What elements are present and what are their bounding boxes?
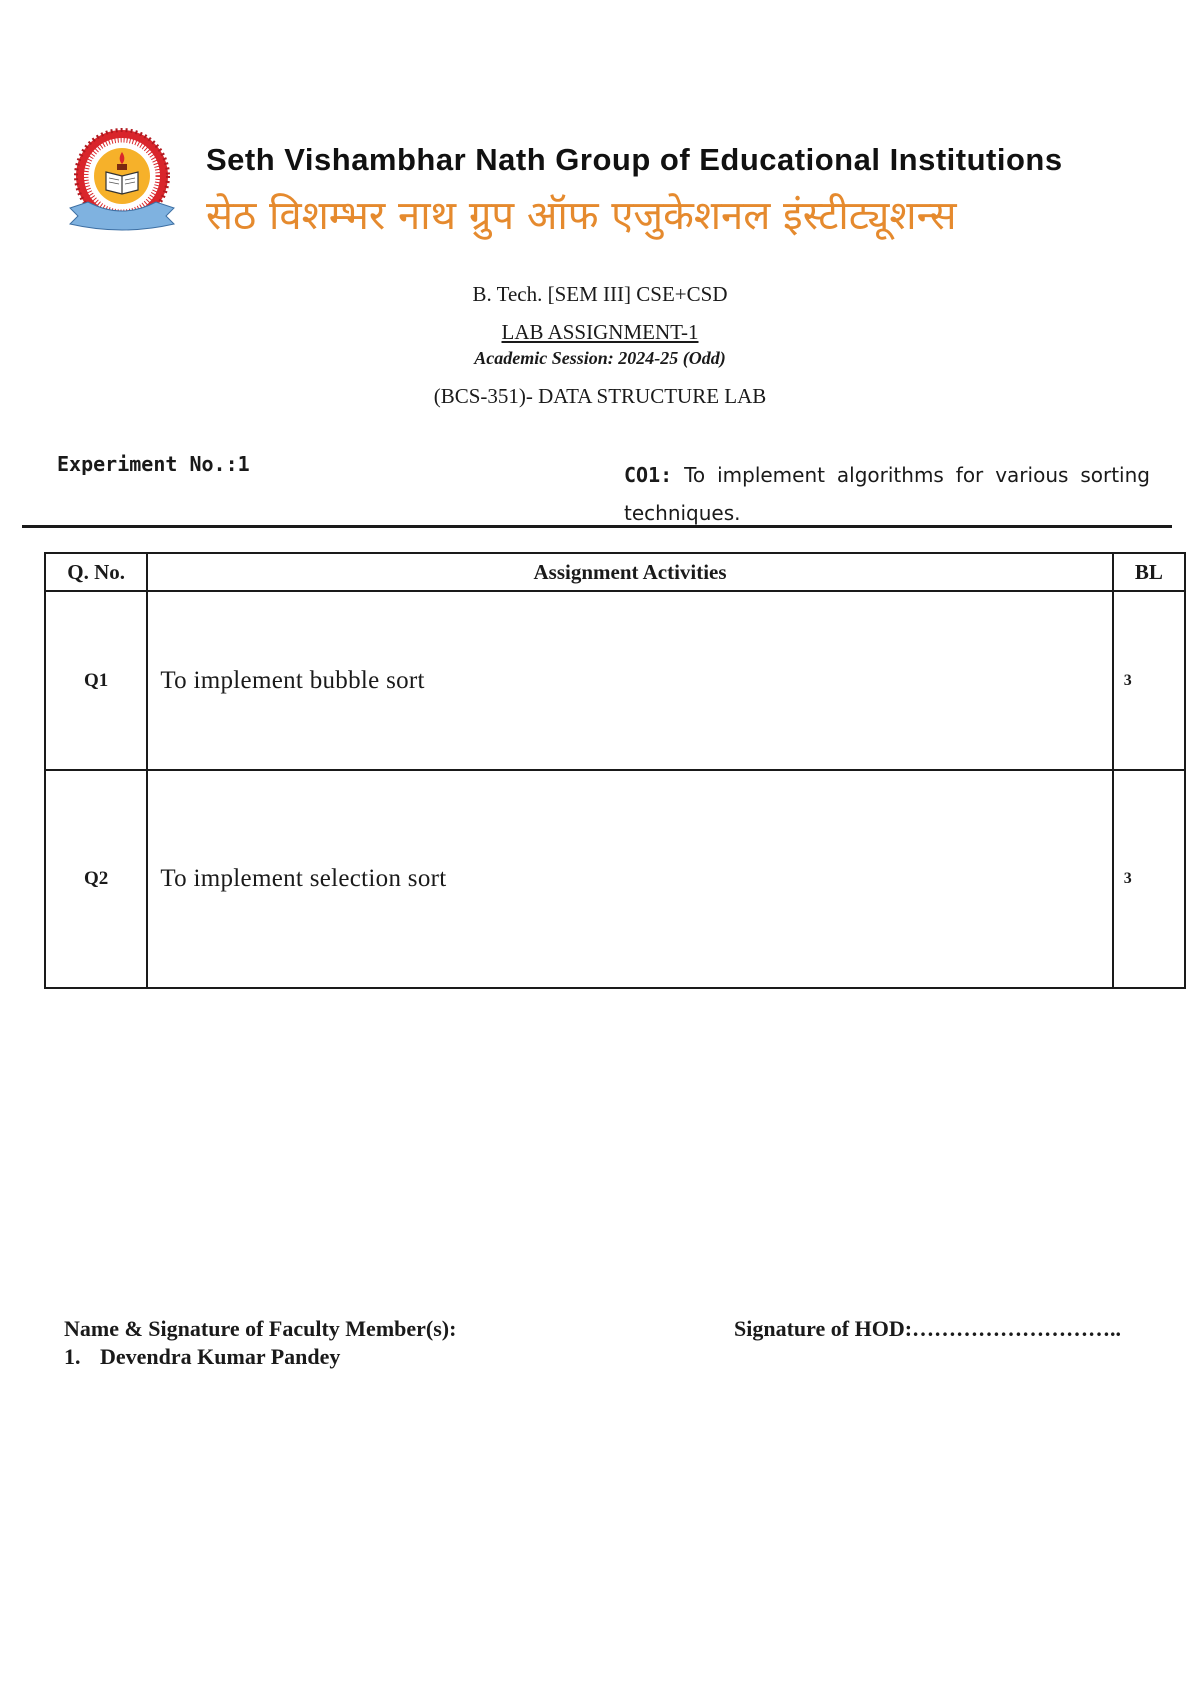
course-outcome-label: CO1: bbox=[624, 463, 673, 487]
row-qno: Q1 bbox=[45, 591, 147, 770]
faculty-list-number: 1. bbox=[64, 1344, 81, 1369]
table-row bbox=[45, 591, 1185, 770]
table-row bbox=[45, 770, 1185, 988]
institution-name-hindi: सेठ विशम्भर नाथ ग्रुप ऑफ एजुकेशनल इंस्टीट्यूशन्स bbox=[206, 193, 957, 239]
assignment-table bbox=[44, 552, 1186, 989]
header-bl: BL bbox=[1113, 553, 1185, 591]
experiment-number: Experiment No.:1 bbox=[57, 452, 250, 476]
lab-assignment-title: LAB ASSIGNMENT-1 bbox=[501, 320, 699, 344]
header-qno: Q. No. bbox=[45, 553, 147, 591]
faculty-list bbox=[64, 1344, 340, 1370]
header-activities: Assignment Activities bbox=[147, 553, 1112, 591]
row-qno: Q2 bbox=[45, 770, 147, 988]
row-activity: To implement bubble sort bbox=[147, 591, 1112, 770]
academic-session: Academic Session: 2024-25 (Odd) bbox=[474, 348, 726, 368]
table-header-row bbox=[45, 553, 1185, 591]
faculty-name: Devendra Kumar Pandey bbox=[100, 1344, 341, 1369]
course-title: B. Tech. [SEM III] CSE+CSD bbox=[472, 282, 728, 306]
subject-title: (BCS-351)- DATA STRUCTURE LAB bbox=[433, 384, 767, 408]
faculty-signature-label: Name & Signature of Faculty Member(s): bbox=[64, 1316, 457, 1341]
row-bl: 3 bbox=[1113, 770, 1185, 988]
course-outcome bbox=[624, 456, 1150, 532]
hod-signature-label: Signature of HOD:……………………….. bbox=[734, 1316, 1122, 1341]
row-bl: 3 bbox=[1113, 591, 1185, 770]
institution-name-english: Seth Vishambhar Nath Group of Educational Institutions bbox=[206, 142, 1063, 177]
college-emblem-icon bbox=[62, 128, 182, 232]
row-activity: To implement selection sort bbox=[147, 770, 1112, 988]
course-outcome-text: To implement algorithms for various sorting techniques. bbox=[624, 463, 1150, 525]
divider bbox=[22, 525, 1172, 528]
